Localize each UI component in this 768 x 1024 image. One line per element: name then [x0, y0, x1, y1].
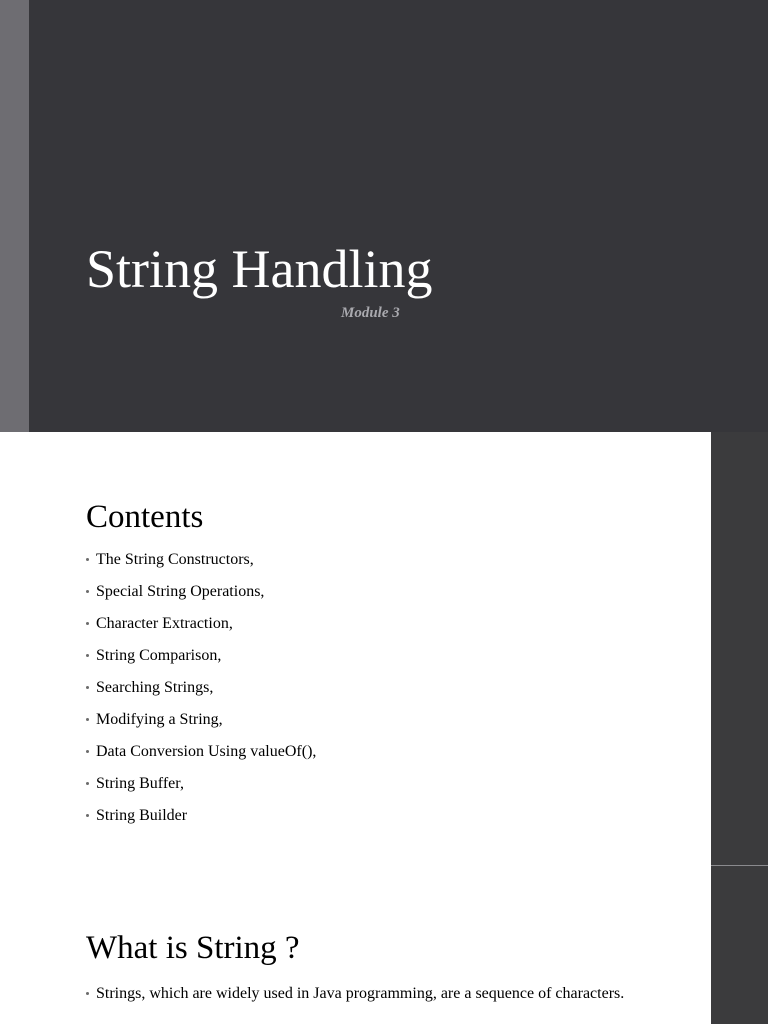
what-is-string-heading: What is String ?	[86, 930, 300, 966]
bullet-icon	[86, 654, 89, 657]
list-item: The String Constructors,	[86, 550, 316, 582]
title-slide	[0, 0, 768, 432]
list-item: String Comparison,	[86, 646, 316, 678]
bullet-icon	[86, 558, 89, 561]
bullet-icon	[86, 814, 89, 817]
contents-slide	[0, 432, 711, 1024]
bullet-icon	[86, 782, 89, 785]
contents-list	[86, 550, 316, 838]
list-item: Data Conversion Using valueOf(),	[86, 742, 316, 774]
list-item: Special String Operations,	[86, 582, 316, 614]
bullet-icon	[86, 686, 89, 689]
bullet-icon	[86, 590, 89, 593]
viewer-background-right	[711, 432, 768, 1024]
list-item: Strings, which are widely used in Java programming, are a sequence of characters.	[86, 984, 646, 1004]
bullet-icon	[86, 622, 89, 625]
list-item: Modifying a String,	[86, 710, 316, 742]
definition-list	[86, 984, 646, 1004]
list-item: String Builder	[86, 806, 316, 838]
list-item: Searching Strings,	[86, 678, 316, 710]
list-item: String Buffer,	[86, 774, 316, 806]
slide-title: String Handling	[86, 239, 433, 299]
bullet-icon	[86, 992, 89, 995]
contents-heading: Contents	[86, 499, 204, 535]
slide-subtitle: Module 3	[341, 305, 400, 321]
bullet-icon	[86, 750, 89, 753]
list-item: Character Extraction,	[86, 614, 316, 646]
slide-separator	[711, 865, 768, 866]
accent-bar	[0, 0, 29, 432]
bullet-icon	[86, 718, 89, 721]
